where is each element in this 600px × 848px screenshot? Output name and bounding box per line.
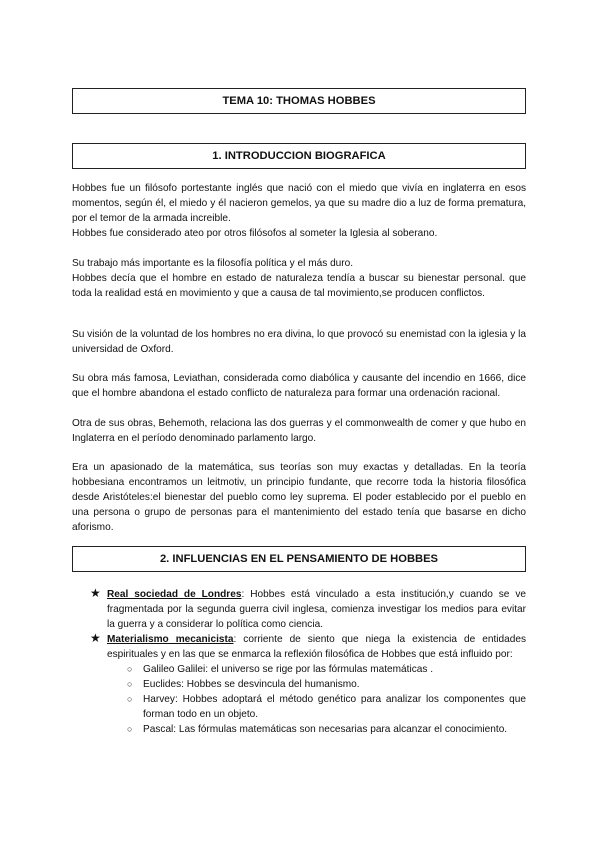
sub-list xyxy=(107,662,526,737)
paragraph-work: Su trabajo más importante es la filosofía política y el más duro. xyxy=(72,258,354,269)
paragraph-atheist: Hobbes fue considerado ateo por otros filósofos al someter la Iglesia al soberano. xyxy=(72,228,438,239)
paragraph-mathematics: Era un apasionado de la matemática, sus teorías son muy exactas y detalladas. En la teoría hobbesiana encontramos un leitmotiv, un principio fundante, que recorre toda la historia filosófica desde Aristóteles:el bienestar del pueblo como ley suprema. El poder establecido por el pueblo en una persona o grupo de personas para el mantenimiento del estado tenía que basarse en dicho aforismo. xyxy=(72,462,526,533)
bullet-text: : Hobbes está vinculado a esta institución,y cuando se ve fragmentada por la segunda guerra civil inglesa, comienza investigar los medios para evitar la guerra y a considerar lo política como ciencia. xyxy=(107,589,526,630)
bullet-term: Materialismo mecanicista xyxy=(107,634,234,645)
sub-list-item: ○ Pascal: Las fórmulas matemáticas son necesarias para alcanzar el conocimiento. xyxy=(127,724,508,735)
bullet-text: : corriente de siento que niega la existencia de entidades espirituales y en las que se enmarca la reflexión filosófica de Hobbes que está influido por: xyxy=(107,634,526,660)
paragraph-nature: Hobbes decía que el hombre en estado de naturaleza tendía a buscar su bienestar personal. que toda la realidad está en movimiento y que a causa de tal movimiento,se producen conflictos. xyxy=(72,273,526,299)
document-title: TEMA 10: THOMAS HOBBES xyxy=(72,88,526,114)
sub-list-item: ○ Euclides: Hobbes se desvincula del humanismo. xyxy=(127,679,360,690)
influences-list xyxy=(90,587,526,737)
section-heading-influences: 2. INFLUENCIAS EN EL PENSAMIENTO DE HOBBES xyxy=(72,546,526,572)
list-item xyxy=(90,587,526,632)
star-bullet-icon: ★ xyxy=(90,586,101,600)
paragraph-behemoth: Otra de sus obras, Behemoth, relaciona las dos guerras y el commonwealth de comer y que hubo en Inglaterra en el período denominado parlamento largo. xyxy=(72,418,526,444)
circle-bullet-icon: ○ xyxy=(127,724,133,734)
star-bullet-icon: ★ xyxy=(90,631,101,645)
section-heading-intro: 1. INTRODUCCION BIOGRAFICA xyxy=(72,143,526,169)
list-item xyxy=(90,632,526,737)
circle-bullet-icon: ○ xyxy=(127,664,133,674)
bullet-term: Real sociedad de Londres xyxy=(107,589,242,600)
paragraph-leviathan: Su obra más famosa, Leviathan, considerada como diabólica y causante del incendio en 1666, dice que el hombre abandona el estado conflicto de naturaleza para formar una ordenación racional. xyxy=(72,373,526,399)
circle-bullet-icon: ○ xyxy=(127,694,133,704)
sub-list-item: ○ Harvey: Hobbes adoptará el método genético para analizar los componentes que forman todo en un objeto. xyxy=(127,694,526,720)
paragraph-birth: Hobbes fue un filósofo portestante inglés que nació con el miedo que vivía en inglaterra en esos momentos, según él, el miedo y él nacieron gemelos, ya que su madre dio a luz de forma prematura, por el temor de la armada increible. xyxy=(72,183,526,224)
paragraph-vision: Su visión de la voluntad de los hombres no era divina, lo que provocó su enemistad con la iglesia y la universidad de Oxford. xyxy=(72,329,526,355)
circle-bullet-icon: ○ xyxy=(127,679,133,689)
sub-list-item: ○ Galileo Galilei: el universo se rige por las fórmulas matemáticas . xyxy=(127,664,434,675)
